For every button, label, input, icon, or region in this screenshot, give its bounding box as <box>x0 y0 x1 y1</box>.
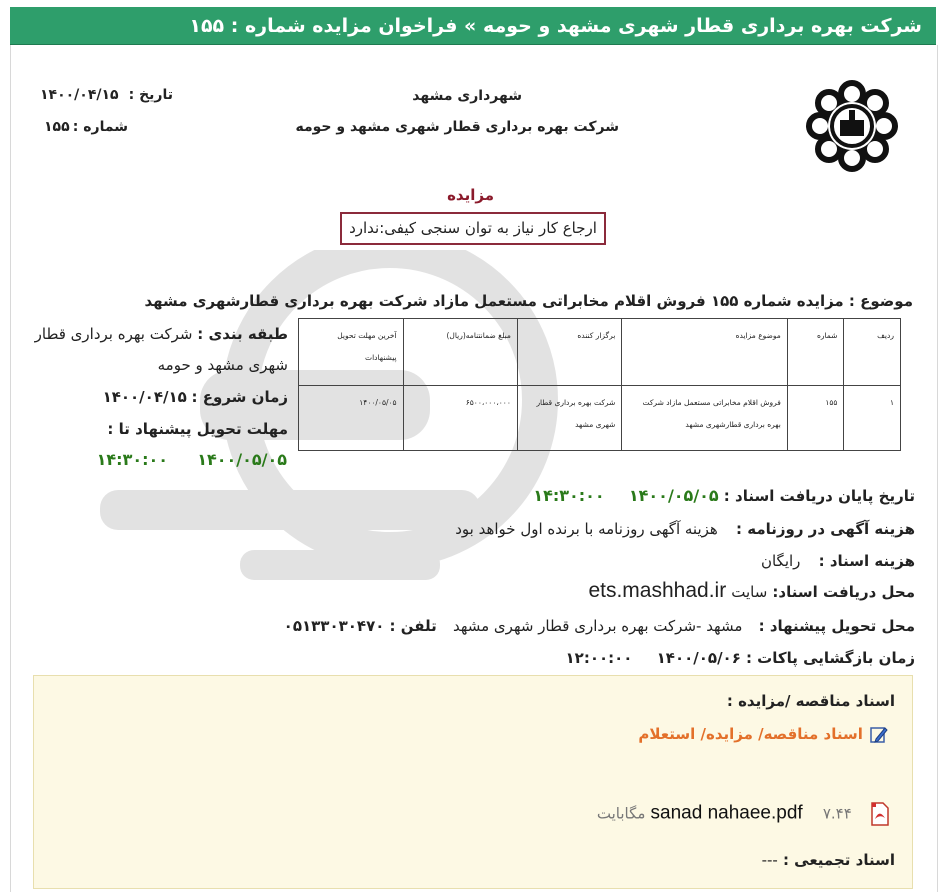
pdf-file-size-unit: مگابایت <box>596 804 646 823</box>
col-header-row: ردیف <box>844 319 901 386</box>
org-name-line1: شهرداری مشهد <box>412 88 522 104</box>
doc-end-label: تاریخ پایان دریافت اسناد : <box>723 487 915 505</box>
phone-label: تلفن : <box>389 617 437 635</box>
opening-label: زمان بازگشایی پاکات : <box>745 649 915 667</box>
opening-date: ۱۴۰۰/۰۵/۰۶ <box>656 649 741 667</box>
quality-assessment-badge: ارجاع کار نیاز به توان سنجی کیفی:ندارد <box>340 212 606 245</box>
pdf-file-size: ۷.۴۴ <box>822 804 852 823</box>
date-label: تاریخ : <box>128 87 173 103</box>
cell-deadline: ۱۴۰۰/۰۵/۰۵ <box>299 386 404 451</box>
deadline-time: ۱۴:۳۰:۰۰ <box>96 450 169 469</box>
doc-place-row <box>588 579 915 603</box>
date-value: ۱۴۰۰/۰۴/۱۵ <box>40 87 119 103</box>
start-label: زمان شروع : <box>191 388 288 406</box>
cell-organizer: شرکت بهره برداری قطار شهری مشهد <box>517 386 622 451</box>
deadline-label <box>107 414 288 445</box>
org-name-line2: شرکت بهره برداری قطار شهری مشهد و حومه <box>295 119 619 135</box>
cell-subject: فروش اقلام مخابراتی مستعمل مازاد شرکت بهره برداری قطارشهری مشهد <box>622 386 787 451</box>
category-value-1: شرکت بهره برداری قطار <box>34 325 193 343</box>
pdf-file-icon <box>870 802 890 826</box>
pdf-file-name[interactable]: sanad nahaee.pdf <box>650 802 803 824</box>
phone-value: ۰۵۱۳۳۰۳۰۴۷۰ <box>283 617 385 635</box>
cell-number: ۱۵۵ <box>787 386 844 451</box>
category-value-2: شهری مشهد و حومه <box>157 356 288 374</box>
doc-place-site[interactable]: ets.mashhad.ir <box>588 579 727 602</box>
doc-end-date: ۱۴۰۰/۰۵/۰۵ <box>628 486 719 505</box>
doc-place-label: محل دریافت اسناد: <box>772 583 915 601</box>
start-value: ۱۴۰۰/۰۴/۱۵ <box>102 388 187 406</box>
subject-line: موضوع : مزایده شماره ۱۵۵ فروش اقلام مخابراتی مستعمل مازاد شرکت بهره برداری قطارشهری مشهد <box>144 292 913 310</box>
category-row <box>35 319 288 350</box>
col-header-deadline: آخرین مهلت تحویل پیشنهادات <box>299 319 404 386</box>
doc-end-row <box>533 486 915 505</box>
ad-cost-value: هزینه آگهی روزنامه با برنده اول خواهد بود <box>455 520 718 538</box>
table-row <box>299 386 901 451</box>
docs-link[interactable] <box>638 724 888 745</box>
col-header-number: شماره <box>787 319 844 386</box>
delivery-row <box>284 616 915 635</box>
category-label: طبقه بندی : <box>197 325 288 343</box>
aggregate-label: اسناد تجمیعی : <box>782 851 895 869</box>
start-row <box>103 382 288 413</box>
number-value: ۱۵۵ <box>44 119 70 135</box>
aggregate-row <box>762 850 895 869</box>
deadline-value <box>97 450 287 469</box>
doc-place-value: سایت <box>731 583 768 601</box>
doc-cost-row <box>761 551 915 570</box>
col-header-subject: موضوع مزایده <box>622 319 787 386</box>
aggregate-value: --- <box>761 851 778 869</box>
delivery-value: مشهد -شرکت بهره برداری قطار شهری مشهد <box>452 617 743 635</box>
opening-time: ۱۲:۰۰:۰۰ <box>565 649 633 667</box>
ad-cost-label: هزینه آگهی در روزنامه : <box>736 520 915 538</box>
docs-link-text[interactable]: اسناد مناقصه/ مزایده/ استعلام <box>638 725 863 743</box>
auction-table <box>298 318 901 451</box>
docs-heading: اسناد مناقصه /مزایده : <box>726 692 895 710</box>
doc-end-time: ۱۴:۳۰:۰۰ <box>533 486 605 505</box>
number-label: شماره : <box>72 119 128 135</box>
edit-pencil-icon <box>868 725 888 745</box>
heading-mozayede: مزایده <box>447 186 494 204</box>
deadline-label-text: مهلت تحویل پیشنهاد تا : <box>107 420 288 438</box>
delivery-label: محل تحویل پیشنهاد : <box>758 617 915 635</box>
ad-cost-row <box>455 519 915 538</box>
opening-row <box>566 648 915 667</box>
pdf-file-row[interactable] <box>597 802 890 826</box>
documents-box <box>33 675 913 889</box>
table-header-row <box>299 319 901 386</box>
mashhad-logo-icon <box>806 80 898 172</box>
doc-cost-label: هزینه اسناد : <box>818 552 915 570</box>
col-header-organizer: برگزار کننده <box>517 319 622 386</box>
deadline-date: ۱۴۰۰/۰۵/۰۵ <box>197 450 287 469</box>
cell-guarantee: ۶۵۰۰،۰۰۰،۰۰۰ <box>403 386 517 451</box>
page-title-bar: شرکت بهره برداری قطار شهری مشهد و حومه » فراخوان مزایده شماره : ۱۵۵ <box>10 7 936 45</box>
col-header-guarantee: مبلغ ضمانتنامه(ریال) <box>403 319 517 386</box>
doc-cost-value: رایگان <box>760 552 801 570</box>
cell-row: ۱ <box>844 386 901 451</box>
